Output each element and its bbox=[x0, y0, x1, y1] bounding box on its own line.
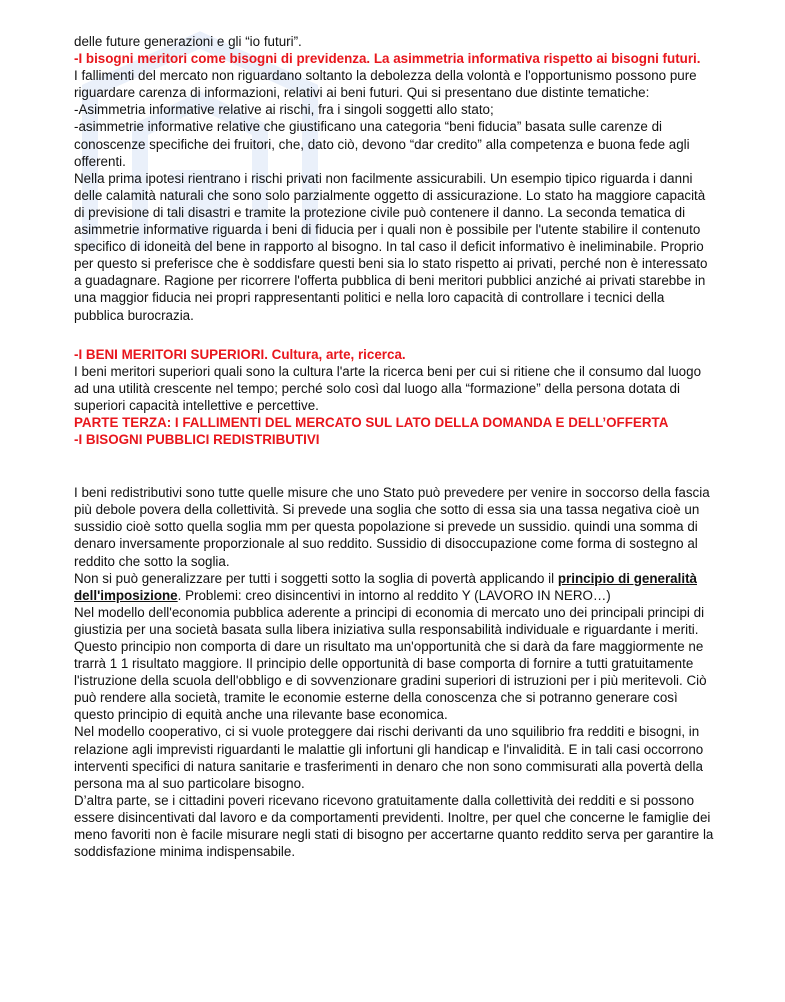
paragraph-modello-cooperativo: Nel modello cooperativo, ci si vuole proteggere dai rischi derivanti da uno squilibrio fra redditi e bisogni, in relazione agli imprevisti riguardanti le malattie gli infortuni gli handicap e l'invalidità. E in tali casi occorrono interventi specifici di natura sanitarie e trasferimenti in denaro che non sono commisurati alla povertà della persona ma al suo particolare bisogno. bbox=[74, 724, 704, 791]
heading-beni-superiori: -I BENI MERITORI SUPERIORI. Cultura, arte, ricerca. bbox=[74, 346, 406, 362]
generalizzare-text-pre: Non si può generalizzare per tutti i soggetti sotto la soglia di povertà applicando il bbox=[74, 570, 558, 586]
paragraph-altra-parte: D’altra parte, se i cittadini poveri ricevano ricevono gratuitamente dalla collettività dei redditi e si possono essere disincentivati dal lavoro e da comportamenti previdenti. Inoltre, per quel che concerne le famiglie dei meno favoriti non è facile misurare negli stati di bisogno per accertarne quanto reddito serva per garantire la soddisfazione minima indispensabile. bbox=[74, 792, 714, 860]
paragraph-fallimenti: I fallimenti del mercato non riguardano soltanto la debolezza della volontà e l'opportunismo possono pure riguardare carenza di informazioni, relativi ai beni futuri. Qui si presentano due distinte tematiche: bbox=[74, 68, 697, 101]
document-page bbox=[74, 33, 714, 860]
heading-parte-terza: PARTE TERZA: I FALLIMENTI DEL MERCATO SUL LATO DELLA DOMANDA E DELL’OFFERTA bbox=[74, 414, 669, 430]
generalizzare-text-post: . Problemi: creo disincentivi in intorno al reddito Y (LAVORO IN NERO…) bbox=[177, 587, 611, 603]
paragraph-beni-redistributivi: I beni redistributivi sono tutte quelle misure che uno Stato può prevedere per venire in soccorso della fascia più debole povera della collettività. Si prevede una soglia che sotto di essa sia una tassa negativa cioè un sussidio cioè sotto quella soglia mm per questa popolazione si prevede un sussidio. quindi una somma di denaro inversamente proporzionale al suo reddito. Sussidio di disoccupazione come forma di sostegno al reddito che sotto la soglia. bbox=[74, 485, 710, 569]
heading-redistributivi: -I BISOGNI PUBBLICI REDISTRIBUTIVI bbox=[74, 432, 320, 448]
paragraph-asimmetria-fiducia: -asimmetrie informative relative che giustificano una categoria “beni fiducia” basata sulle carenze di conoscenze specifiche dei fruitori, che, dato ciò, devono “dar credito” alla competenza e buona fede agli offerenti. bbox=[74, 119, 690, 169]
paragraph-beni-superiori: I beni meritori superiori quali sono la cultura l'arte la ricerca beni per cui si ritiene che il consumo dal luogo ad una utilità crescente nel tempo; perché solo così dal luogo alla “formazione” della persona dotata di superiori capacità intellettive e percettive. bbox=[74, 363, 702, 413]
heading-previdenza: -I bisogni meritori come bisogni di previdenza. La asimmetria informativa rispetto ai bisogni futuri. bbox=[74, 51, 701, 67]
paragraph-prima-ipotesi: Nella prima ipotesi rientrano i rischi privati non facilmente assicurabili. Un esempio tipico riguarda i danni delle calamità naturali che sono solo parzialmente oggetto di assicurazione. Lo stato ha maggiore capacità di previsione di tali disastri e tramite la protezione civile può contenere il danno. La seconda tematica di asimmetrie informative riguarda i beni di fiducia per i quali non è possibile per l'utente stabilire il contenuto specifico di idoneità del bene in rapporto al bisogno. In tal caso il deficit informativo è ineliminabile. Proprio per questo si preferisce che è soddisfare questi beni sia lo stato rispetto ai privati, perché non è interessato a guadagnare. Ragione per ricorrere l'offerta pubblica di beni meritori pubblici anziché ai privati starebbe in una maggior fiducia nei propri rappresentanti politici e nella loro capacità di controllare i tecnici della pubblica burocrazia. bbox=[74, 170, 708, 323]
principio-generalita-link[interactable]: principio di generalità dell'imposizione bbox=[74, 570, 697, 603]
paragraph-generalizzare bbox=[74, 570, 714, 604]
paragraph-modello-economia: Nel modello dell'economia pubblica aderente a principi di economia di mercato uno dei principali principi di giustizia per una società basata sulla libera iniziativa sulla responsabilità individuale e riguardante i meriti. Questo principio non comporta di dare un risultato ma un'opportunità che si darà da fare maggiormente ne trarrà 1 1 risultato maggiore. Il principio delle opportunità di base comporta di fornire a tutti gratuitamente l'istruzione della scuola dell'obbligo e di sovvenzionare gradini superiori di istruzioni per i più meritevoli. Ciò può rendere alla società, tramite le economie esterne della conoscenza che si potranno generare così questo principio di equità anche una rilevante base economica. bbox=[74, 604, 707, 723]
paragraph-intro: delle future generazioni e gli “io futuri”. bbox=[74, 34, 302, 49]
paragraph-asimmetria-rischi: -Asimmetria informative relative ai rischi, fra i singoli soggetti allo stato; bbox=[74, 102, 494, 118]
